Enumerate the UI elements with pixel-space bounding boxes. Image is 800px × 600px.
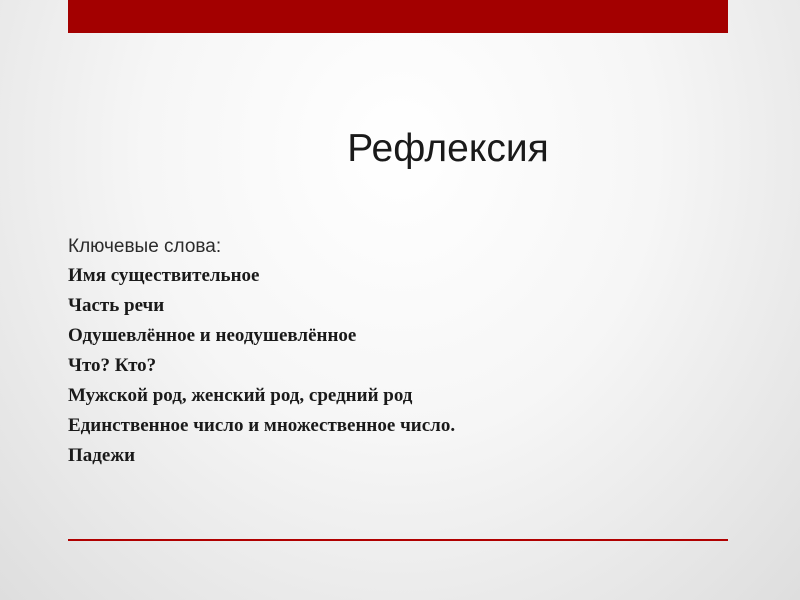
keyword-item: Часть речи: [68, 295, 165, 316]
keyword-item: Мужской род, женский род, средний род: [68, 385, 413, 406]
keywords-list: [68, 261, 728, 471]
slide-content: [68, 232, 728, 471]
keyword-item: Что? Кто?: [68, 355, 157, 376]
keyword-item: Единственное число и множественное число.: [68, 415, 456, 436]
slide-title: Рефлексия: [347, 127, 549, 170]
keyword-item: Имя существительное: [68, 265, 260, 286]
bottom-divider-line: [68, 539, 728, 541]
keyword-item: Падежи: [68, 445, 136, 466]
top-accent-bar: [68, 0, 728, 33]
keywords-intro: Ключевые слова:: [68, 236, 222, 257]
keyword-item: Одушевлённое и неодушевлённое: [68, 325, 357, 346]
